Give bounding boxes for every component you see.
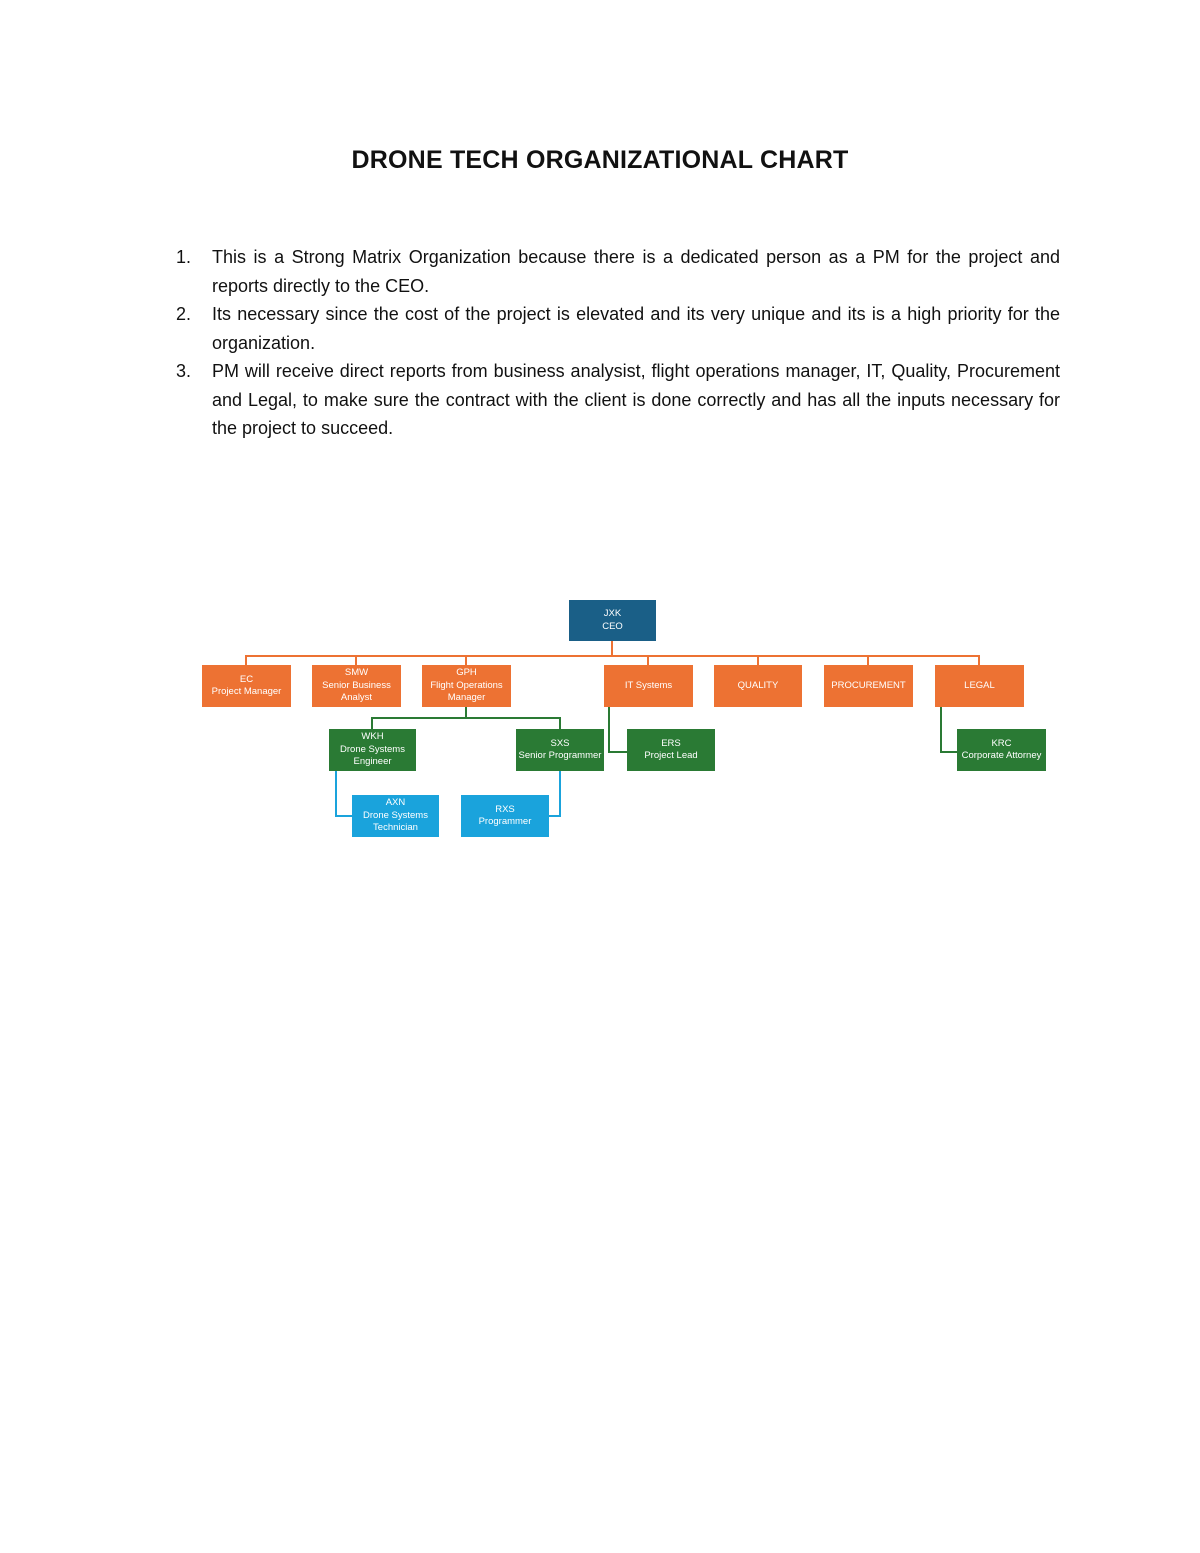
staff-box <box>352 795 439 837</box>
department-role: Flight Operations Manager <box>430 679 503 704</box>
team-lead-role: Senior Programmer <box>518 750 602 761</box>
ceo-role: CEO <box>602 620 623 632</box>
department-initials: GPH <box>456 667 477 679</box>
staff-box <box>461 795 549 837</box>
team-lead-role: Project Lead <box>644 750 698 761</box>
ceo-box <box>569 600 656 641</box>
connector-line <box>355 655 357 665</box>
department-role: LEGAL <box>964 679 995 691</box>
connector-line <box>559 771 561 816</box>
staff-initials: AXN <box>385 797 406 809</box>
staff-role: Drone Systems Technician <box>363 809 428 834</box>
connector-line <box>371 717 373 729</box>
department-role: IT Systems <box>624 679 673 691</box>
department-initials: SMW <box>344 667 369 679</box>
department-box <box>935 665 1024 707</box>
department-role: Senior Business Analyst <box>322 679 391 704</box>
team-lead-box <box>329 729 416 771</box>
connector-line <box>647 655 649 665</box>
department-role: QUALITY <box>737 679 779 691</box>
team-lead-box <box>627 729 715 771</box>
connector-line <box>608 707 610 752</box>
staff-initials: RXS <box>495 803 515 815</box>
ceo-initials: JXK <box>603 608 622 619</box>
connector-line <box>245 655 247 665</box>
list-number: 3. <box>176 361 192 381</box>
team-lead-initials: WKH <box>361 731 384 743</box>
department-role: Project Manager <box>211 686 282 697</box>
list-number: 2. <box>176 304 192 324</box>
connector-line <box>335 771 337 816</box>
connector-line <box>371 717 561 719</box>
connector-line <box>608 751 627 753</box>
connector-line <box>335 815 352 817</box>
list-text: This is a Strong Matrix Organization because there is a dedicated person as a PM for the project and reports directly to the CEO. <box>212 247 1060 296</box>
department-role: PROCUREMENT <box>831 679 906 691</box>
connector-line <box>940 707 942 752</box>
connector-line <box>559 717 561 729</box>
connector-line <box>549 815 561 817</box>
connector-line <box>867 655 869 665</box>
team-lead-initials: SXS <box>550 737 570 749</box>
team-lead-initials: ERS <box>661 737 681 749</box>
connector-line <box>940 751 957 753</box>
connector-line <box>978 655 980 665</box>
team-lead-role: Drone Systems Engineer <box>340 743 405 768</box>
department-box <box>202 665 291 707</box>
list-number: 1. <box>176 247 192 267</box>
team-lead-initials: KRC <box>991 737 1012 749</box>
department-initials: EC <box>239 673 254 685</box>
staff-role: Programmer <box>478 816 532 827</box>
page-title: DRONE TECH ORGANIZATIONAL CHART <box>351 146 849 174</box>
department-box <box>422 665 511 707</box>
department-box <box>824 665 913 707</box>
team-lead-box <box>516 729 604 771</box>
department-box <box>604 665 693 707</box>
team-lead-box <box>957 729 1046 771</box>
department-box <box>714 665 802 707</box>
list-text: PM will receive direct reports from business analysist, flight operations manager, IT, Quality, Procurement and Legal, to make sure the contract with the client is done correctly and has all the inputs necessary for the project to succeed. <box>212 361 1060 438</box>
connector-line <box>611 641 613 656</box>
department-box <box>312 665 401 707</box>
team-lead-role: Corporate Attorney <box>961 750 1042 761</box>
list-text: Its necessary since the cost of the project is elevated and its very unique and its is a high priority for the organization. <box>212 304 1060 353</box>
connector-line <box>757 655 759 665</box>
connector-line <box>465 655 467 665</box>
